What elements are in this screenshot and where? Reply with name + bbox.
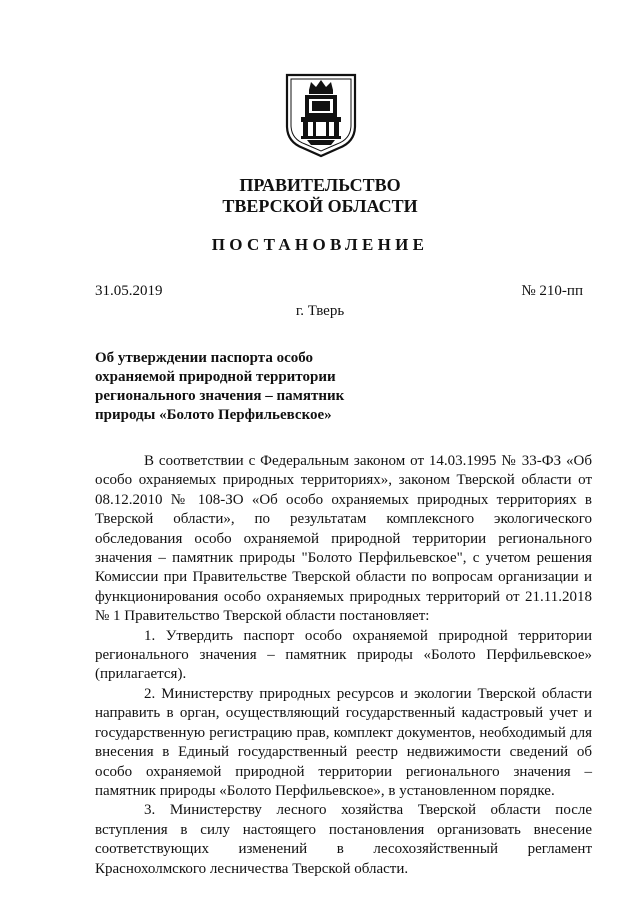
preamble-paragraph: В соответствии с Федеральным законом от 14.03.1995 № 33-ФЗ «Об особо охраняемых природных территориях», законом Тверской области от 08.12.2010 № 108-ЗО «Об особо охраняемых природных территориях в Тверской области», по результатам комплексного экологического обследования особо охраняемой природной территории регионального значения – памятник природы "Болото Перфильевское", с учетом решения Комиссии при Правительстве Тверской области по вопросам организации и функционирования особо охраняемых природных территорий от 21.11.2018 № 1 Правительство Тверской области постановляет: [95,453,592,625]
subject-line: охраняемой природной территории [95,369,336,385]
document-subject [95,349,395,425]
subject-line: Об утверждении паспорта особо [95,350,314,366]
government-title-line2: ТВЕРСКОЙ ОБЛАСТИ [222,196,418,216]
document-number: № 210-пп [521,283,583,299]
clause-1-paragraph: 1. Утвердить паспорт особо охраняемой природной территории регионального значения – памятник природы «Болото Перфильевское» (прилагается). [95,627,592,683]
subject-line: природы «Болото Перфильевское» [95,407,332,423]
government-title-line1: ПРАВИТЕЛЬСТВО [239,175,401,195]
clause-2-paragraph: 2. Министерству природных ресурсов и экологии Тверской области направить в орган, осуществляющий государственный кадастровый учет и государственную регистрацию прав, комплект документов, необходимый для внесения в Единый государственный реестр недвижимости сведений об особо охраняемой природной территории регионального значения – памятник природы «Болото Перфильевское», в установленном порядке. [95,685,592,799]
coat-of-arms-icon [283,72,359,158]
document-body [95,452,592,879]
subject-line: регионального значения – памятник [95,388,345,404]
document-city: г. Тверь [295,303,345,319]
document-date: 31.05.2019 [95,283,163,299]
document-type: ПОСТАНОВЛЕНИЕ [211,235,429,254]
clause-3-paragraph: 3. Министерству лесного хозяйства Тверской области после вступления в силу настоящего постановления организовать внесение соответствующих изменений в лесохозяйственный регламент Краснохолмского лесничества Тверской области. [95,802,592,877]
